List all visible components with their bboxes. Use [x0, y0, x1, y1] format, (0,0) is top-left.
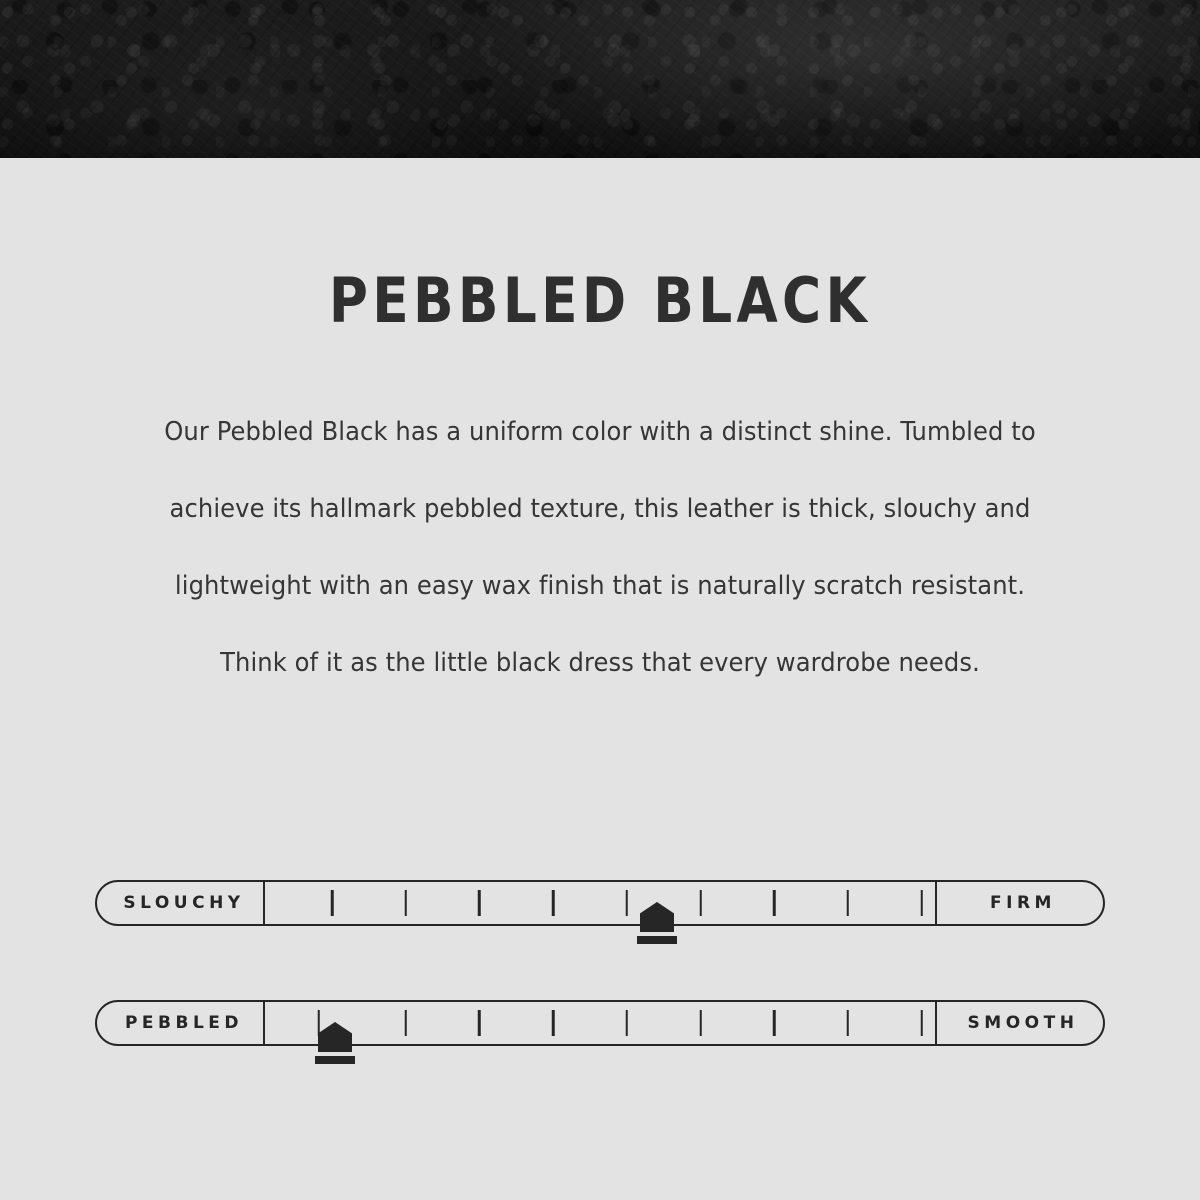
- tick-mark: [699, 1010, 702, 1036]
- marker-pointer-icon: [318, 1022, 352, 1052]
- marker-base-icon: [315, 1056, 355, 1064]
- tick-mark: [773, 1010, 776, 1036]
- marker-base-icon: [637, 936, 677, 944]
- page-title: PEBBLED BLACK: [328, 264, 872, 337]
- tick-mark: [699, 890, 702, 916]
- scale-firmness-track: [95, 880, 1105, 926]
- scale-texture-left-label: PEBBLED: [97, 1002, 265, 1044]
- tick-mark: [847, 890, 850, 916]
- scale-texture: [95, 1000, 1105, 1120]
- leather-texture-banner: [0, 0, 1200, 158]
- scale-firmness-ticks: [265, 882, 935, 924]
- tick-mark: [478, 1010, 481, 1036]
- tick-mark: [920, 1010, 923, 1036]
- tick-mark: [331, 890, 334, 916]
- tick-mark: [626, 890, 629, 916]
- scale-texture-track: [95, 1000, 1105, 1046]
- scale-firmness: [95, 880, 1105, 1000]
- tick-mark: [552, 890, 555, 916]
- scale-texture-ticks: [265, 1002, 935, 1044]
- tick-mark: [552, 1010, 555, 1036]
- scale-firmness-right-label: FIRM: [935, 882, 1103, 924]
- tick-mark: [626, 1010, 629, 1036]
- scale-texture-marker: [312, 1022, 358, 1064]
- scale-texture-right-label: SMOOTH: [935, 1002, 1103, 1044]
- leather-sheen-layer: [0, 0, 1200, 158]
- marker-pointer-icon: [640, 902, 674, 932]
- tick-mark: [404, 890, 407, 916]
- attribute-scales: [0, 880, 1200, 1120]
- scale-firmness-left-label: SLOUCHY: [97, 882, 265, 924]
- tick-mark: [478, 890, 481, 916]
- tick-mark: [847, 1010, 850, 1036]
- tick-mark: [404, 1010, 407, 1036]
- tick-mark: [920, 890, 923, 916]
- tick-mark: [773, 890, 776, 916]
- product-description: Our Pebbled Black has a uniform color with a distinct shine. Tumbled to achieve its hallmark pebbled texture, this leather is thick, slouchy and lightweight with an easy wax finish that is naturally scratch resistant. Think of it as the little black dress that every wardrobe needs.: [164, 417, 1036, 678]
- scale-firmness-marker: [634, 902, 680, 944]
